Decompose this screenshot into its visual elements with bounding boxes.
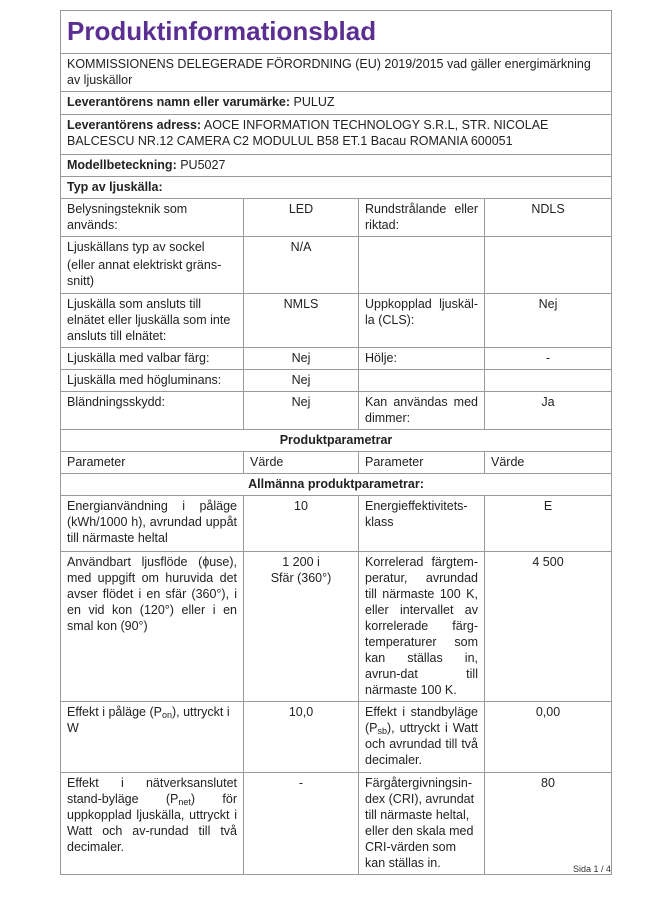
networked-standby-subscript: net <box>178 797 191 807</box>
parameter-cell: Bländningsskydd: <box>61 392 244 430</box>
supplier-address-row <box>61 115 612 155</box>
parameter-cell: Användbart ljusflöde (ɸuse), med uppgift om huruvida det avser flödet i en sfär (360°), i en vid kon (120°) eller i en smal kon (90°) <box>61 552 244 702</box>
table-row <box>61 199 612 237</box>
socket-type-label: Ljuskällans typ av sockel <box>67 240 205 254</box>
regulation-text: KOMMISSIONENS DELEGERADE FÖRORDNING (EU) 2019/2015 vad gäller energimärkning av ljuskällor <box>61 54 612 92</box>
title-row <box>61 11 612 54</box>
value-cell: Nej <box>244 370 359 392</box>
value-cell: 0,00 <box>485 702 612 773</box>
table-row <box>61 348 612 370</box>
value-cell: - <box>244 773 359 875</box>
parameter-cell: Energianvändning i påläge (kWh/1000 h), avrundad uppåt till närmaste heltal <box>61 496 244 552</box>
regulation-row <box>61 54 612 92</box>
standby-power-label: Effekt i standbyläge (P <box>365 705 478 735</box>
value-cell: 10 <box>244 496 359 552</box>
socket-type-note: (eller annat elektriskt gräns-snitt) <box>67 258 222 288</box>
page-number: Sida 1 / 4 <box>572 864 611 874</box>
value-cell: 4 500 <box>485 552 612 702</box>
value-cell: Nej <box>244 392 359 430</box>
value-cell <box>485 237 612 294</box>
product-parameters-heading-row <box>61 430 612 452</box>
supplier-address-value: AOCE INFORMATION TECHNOLOGY S.R.L, STR. NICOLAE BALCESCU NR.12 CAMERA C2 MODULUL B58 ET.1 Bacau ROMANIA 600051 <box>67 118 549 148</box>
value-cell: NMLS <box>244 294 359 348</box>
column-header-value: Värde <box>485 452 612 474</box>
parameter-cell: Ljuskälla med valbar färg: <box>61 348 244 370</box>
parameter-cell: Ljuskälla med högluminans: <box>61 370 244 392</box>
parameter-cell <box>359 370 485 392</box>
column-header-value: Värde <box>244 452 359 474</box>
value-cell: Ja <box>485 392 612 430</box>
table-row <box>61 702 612 773</box>
luminous-flux-value: 1 200 i <box>282 555 320 569</box>
networked-standby-label-end: ) för uppkopplad ljuskälla, uttryckt i Watt och av-rundad till två decimaler. <box>67 792 237 854</box>
table-row <box>61 552 612 702</box>
parameter-cell: Rundstrålande eller riktad: <box>359 199 485 237</box>
value-cell: 80 <box>485 773 612 875</box>
supplier-name-row <box>61 92 612 115</box>
product-information-sheet <box>60 10 611 875</box>
value-cell: E <box>485 496 612 552</box>
value-cell: Nej <box>244 348 359 370</box>
on-mode-power-label: Effekt i påläge (P <box>67 705 162 719</box>
general-parameters-heading-row <box>61 474 612 496</box>
model-value: PU5027 <box>180 158 226 172</box>
value-cell: N/A <box>244 237 359 294</box>
standby-power-label-end: ), uttryckt i Watt och avrundad till två decimaler. <box>365 721 478 767</box>
table-row <box>61 773 612 875</box>
parameter-cell: Ljuskälla som ansluts till elnätet eller ljuskälla som inte ansluts till elnätet: <box>61 294 244 348</box>
luminous-flux-unit: Sfär (360°) <box>270 571 332 585</box>
standby-power-subscript: sb <box>377 726 388 736</box>
model-row <box>61 155 612 177</box>
table-row <box>61 294 612 348</box>
value-cell <box>244 552 359 702</box>
table-row <box>61 370 612 392</box>
parameter-cell: Belysningsteknik som används: <box>61 199 244 237</box>
supplier-name-label: Leverantörens namn eller varumärke: <box>67 95 291 109</box>
general-parameters-heading: Allmänna produktparametrar: <box>61 474 612 496</box>
column-header-parameter: Parameter <box>61 452 244 474</box>
value-cell: LED <box>244 199 359 237</box>
page-title: Produktinformationsblad <box>61 11 612 54</box>
value-cell <box>485 370 612 392</box>
parameter-cell: Kan användas med dimmer: <box>359 392 485 430</box>
parameter-cell: Färgåtergivningsin-dex (CRI), avrundat till närmaste heltal, eller den skala med CRI-värden som kan ställas in. <box>359 773 485 875</box>
value-cell: - <box>485 348 612 370</box>
column-header-parameter: Parameter <box>359 452 485 474</box>
table-row <box>61 496 612 552</box>
parameter-cell <box>359 237 485 294</box>
value-cell: Nej <box>485 294 612 348</box>
on-mode-power-label-end: ), uttryckt i W <box>67 705 230 735</box>
parameter-cell: Energieffektivitets-klass <box>359 496 485 552</box>
light-source-type-heading: Typ av ljuskälla: <box>61 177 612 199</box>
parameter-cell <box>359 702 485 773</box>
value-cell: 10,0 <box>244 702 359 773</box>
supplier-address-label: Leverantörens adress: <box>67 118 202 132</box>
table-row <box>61 392 612 430</box>
supplier-name-value: PULUZ <box>293 95 335 109</box>
table-row <box>61 237 612 294</box>
model-label: Modellbeteckning: <box>67 158 177 172</box>
information-table <box>60 10 612 875</box>
parameter-cell: Korrelerad färgtem-peratur, avrundad till närmaste 100 K, eller intervallet av korrelerade färg-temperaturer som kan ställas in, avrun-dat till närmaste 100 K. <box>359 552 485 702</box>
on-mode-power-subscript: on <box>161 710 172 720</box>
parameter-cell: Hölje: <box>359 348 485 370</box>
parameter-cell <box>61 237 244 294</box>
networked-standby-label: Effekt i nätverksanslutet stand-byläge (P <box>67 776 237 806</box>
product-parameters-heading: Produktparametrar <box>61 430 612 452</box>
value-cell: NDLS <box>485 199 612 237</box>
column-header-row <box>61 452 612 474</box>
parameter-cell <box>61 773 244 875</box>
light-source-type-heading-row <box>61 177 612 199</box>
parameter-cell <box>61 702 244 773</box>
parameter-cell: Uppkopplad ljuskäl-la (CLS): <box>359 294 485 348</box>
